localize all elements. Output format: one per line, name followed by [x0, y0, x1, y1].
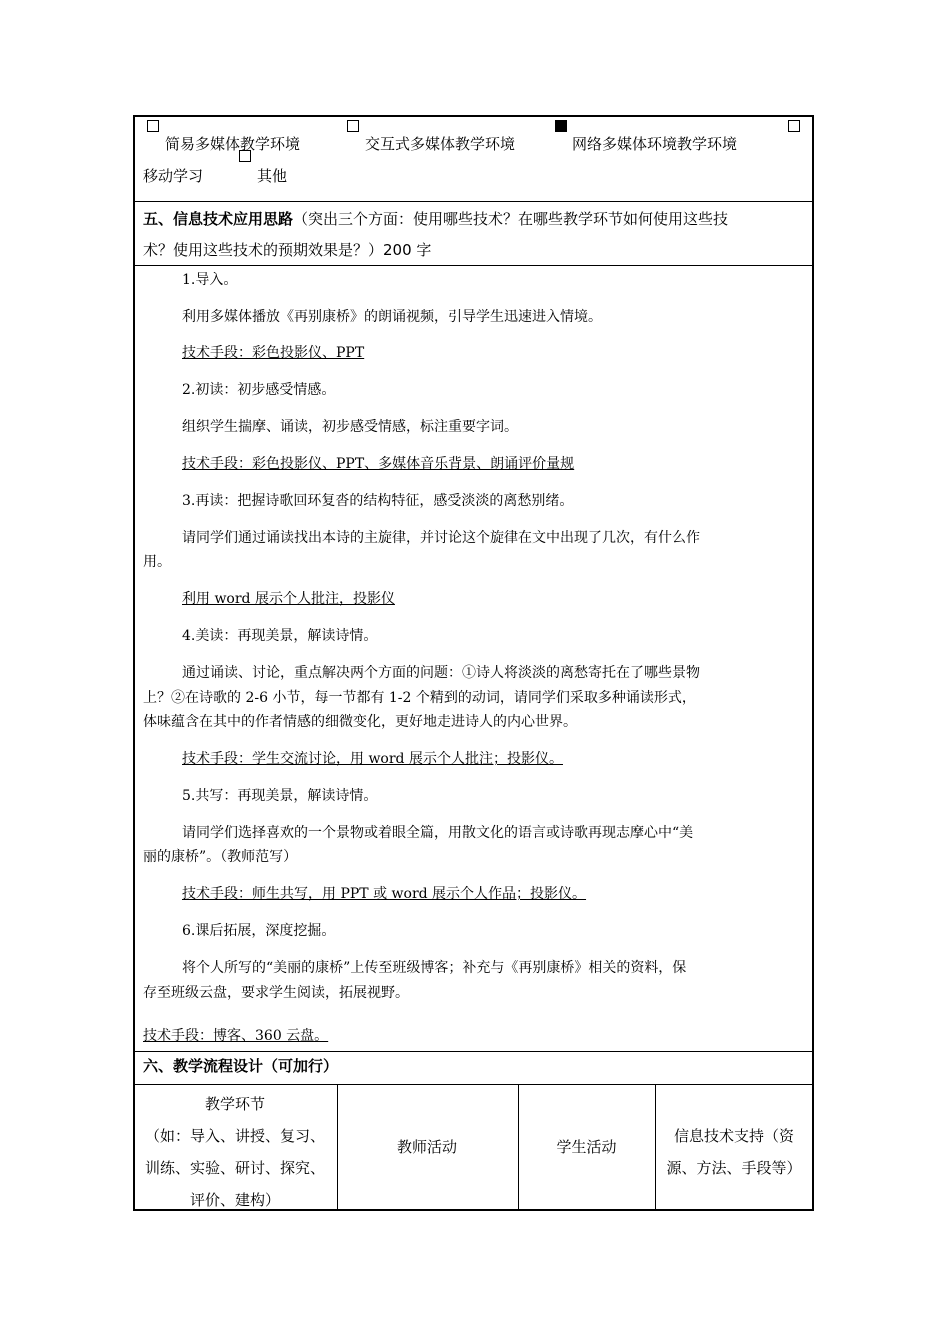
paragraph-co-write-line1: 请同学们选择喜欢的一个景物或着眼全篇，用散文化的语言或诗歌再现志摩心中“美 — [182, 825, 694, 841]
tech-means-extension: 技术手段：博客、360 云盘。 — [143, 1028, 329, 1044]
section5-desc-line1: （突出三个方面：使用哪些技术？在哪些教学环节如何使用这些技 — [293, 210, 729, 228]
row-divider — [135, 1051, 812, 1052]
paragraph-reread-detail-line1: 请同学们通过诵读找出本诗的主旋律，并讨论这个旋律在文中出现了几次，有什么作 — [182, 530, 700, 546]
header-it-support — [655, 1120, 813, 1184]
option-label-mobile-learning: 移动学习 — [143, 167, 204, 185]
row-divider — [135, 201, 812, 202]
header-teaching-stage — [135, 1088, 335, 1216]
checkbox-network-multimedia[interactable] — [555, 120, 567, 132]
paragraph-beautiful-read-line2: 上？②在诗歌的 2-6 小节，每一节都有 1-2 个精到的动词，请同学们采取多种诵读形式， — [143, 690, 696, 706]
header-student-activity: 学生活动 — [556, 1138, 617, 1156]
paragraph-beautiful-read-line3: 体味蕴含在其中的作者情感的细微变化，更好地走进诗人的内心世界。 — [143, 714, 577, 730]
option-label-other: 其他 — [257, 167, 288, 185]
tech-means-intro: 技术手段：彩色投影仪、PPT — [182, 345, 365, 361]
option-label-network-multimedia: 网络多媒体环境教学环境 — [572, 135, 738, 153]
paragraph-beautiful-read-line1: 通过诵读、讨论，重点解决两个方面的问题：①诗人将淡淡的离愁寄托在了哪些景物 — [182, 665, 700, 681]
row-divider — [135, 265, 812, 266]
checkbox-mobile-learning[interactable] — [788, 120, 800, 132]
paragraph-co-write-line2: 丽的康桥”。（教师范写） — [143, 849, 298, 865]
tech-means-beautiful-read: 技术手段：学生交流讨论，用 word 展示个人批注；投影仪。 — [182, 751, 563, 767]
paragraph-extension-line1: 将个人所写的“美丽的康桥”上传至班级博客；补充与《再别康桥》相关的资料，保 — [182, 960, 687, 976]
checkbox-other[interactable] — [239, 150, 251, 162]
section5-desc-line2: 术？使用这些技术的预期效果是？）200 字 — [143, 241, 432, 259]
tech-means-first-read: 技术手段：彩色投影仪、PPT、多媒体音乐背景、朗诵评价量规 — [182, 456, 575, 472]
header-teacher-activity: 教师活动 — [396, 1138, 457, 1156]
paragraph-first-read-detail: 组织学生揣摩、诵读，初步感受情感，标注重要字词。 — [182, 419, 518, 435]
header-teaching-stage-line: 评价、建构） — [189, 1191, 280, 1209]
checkbox-simple-multimedia[interactable] — [147, 120, 159, 132]
header-teaching-stage-line: （如：导入、讲授、复习、 — [144, 1127, 325, 1145]
header-teaching-stage-line: 训练、实验、研讨、探究、 — [144, 1159, 325, 1177]
option-label-interactive-multimedia: 交互式多媒体教学环境 — [365, 135, 516, 153]
paragraph-intro-step: 1.导入。 — [182, 272, 238, 288]
tech-means-co-write: 技术手段：师生共写，用 PPT 或 word 展示个人作品；投影仪。 — [182, 886, 587, 902]
header-it-support-line: 信息技术支持（资 — [673, 1127, 794, 1145]
paragraph-extension-step: 6.课后拓展，深度挖掘。 — [182, 923, 336, 939]
tech-means-reread: 利用 word 展示个人批注，投影仪 — [182, 591, 395, 607]
paragraph-first-read-step: 2.初读：初步感受情感。 — [182, 382, 336, 398]
paragraph-beautiful-read-step: 4.美读：再现美景，解读诗情。 — [182, 628, 378, 644]
paragraph-co-write-step: 5.共写：再现美景，解读诗情。 — [182, 788, 378, 804]
section5-heading — [143, 209, 728, 229]
paragraph-extension-line2: 存至班级云盘，要求学生阅读，拓展视野。 — [143, 985, 409, 1001]
paragraph-intro-detail: 利用多媒体播放《再别康桥》的朗诵视频，引导学生迅速进入情境。 — [182, 309, 602, 325]
paragraph-reread-detail-line2: 用。 — [143, 554, 171, 570]
checkbox-interactive-multimedia[interactable] — [347, 120, 359, 132]
paragraph-reread-step: 3.再读：把握诗歌回环复沓的结构特征，感受淡淡的离愁别绪。 — [182, 493, 574, 509]
section6-title: 六、教学流程设计（可加行） — [143, 1057, 339, 1075]
section5-title: 五、信息技术应用思路 — [143, 210, 294, 228]
option-label-simple-multimedia: 简易多媒体教学环境 — [165, 135, 301, 153]
header-teaching-stage-line: 教学环节 — [204, 1095, 265, 1113]
header-it-support-line: 源、方法、手段等） — [666, 1159, 802, 1177]
row-divider — [135, 1084, 812, 1085]
